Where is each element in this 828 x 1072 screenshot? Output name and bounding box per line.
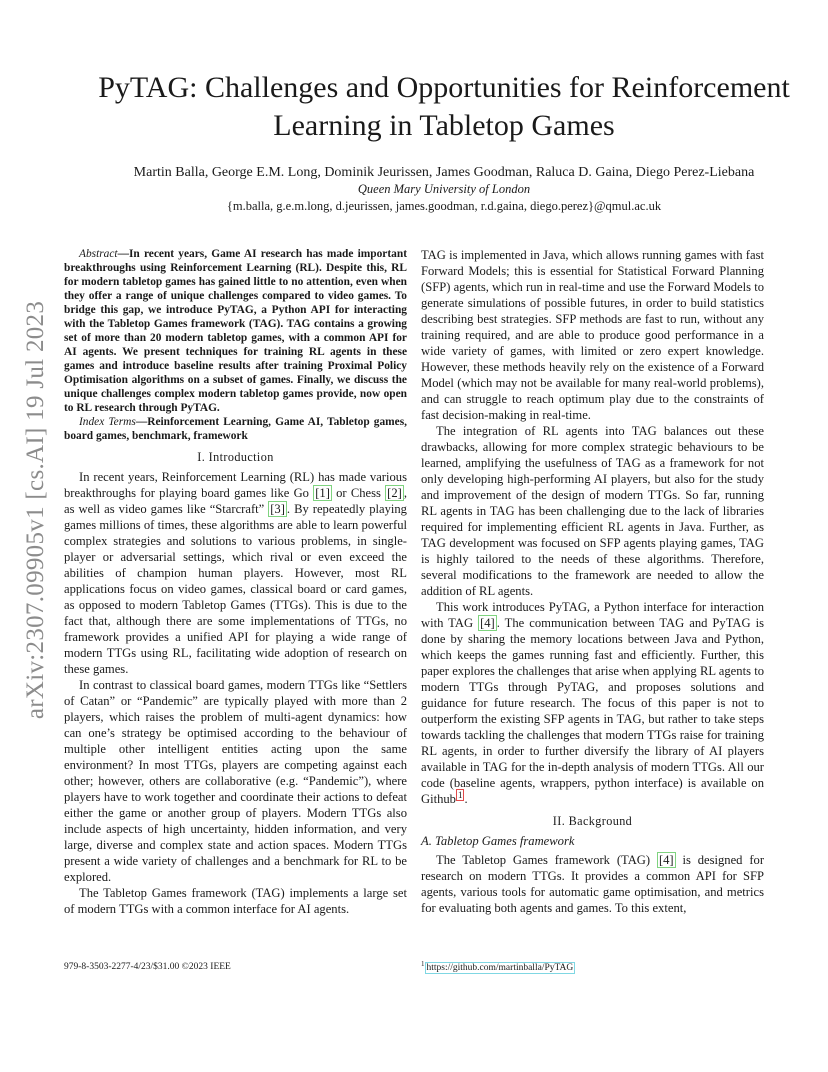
index-terms-label: Index Terms bbox=[79, 416, 136, 428]
intro-paragraph-3: The Tabletop Games framework (TAG) implements a large set of modern TTGs with a common interface for AI agents. bbox=[64, 886, 407, 916]
text-run: , as well as video games like “Starcraft” bbox=[64, 486, 407, 516]
background-paragraph-1 bbox=[421, 852, 764, 916]
author-list: Martin Balla, George E.M. Long, Dominik Jeurissen, James Goodman, Raluca D. Gaina, Diego Perez-Liebana bbox=[133, 165, 755, 180]
text-run: is designed for research on modern TTGs. It provides a common API for SFP agents, various tools for automatic game optimisation, and metrics for evaluating both agents and games. To this extent, bbox=[421, 853, 765, 915]
paper-title: PyTAG: Challenges and Opportunities for Reinforcement Learning in Tabletop Games bbox=[98, 71, 790, 142]
text-run: The Tabletop Games framework (TAG) bbox=[436, 853, 657, 867]
citation-link[interactable]: [3] bbox=[270, 502, 285, 516]
text-run: . The communication between TAG and PyTAG is done by sharing the memory locations between Java and Python, which keeps the games running fast and efficiently. Further, this paper explores the challenges that arise when applying RL agents to modern TTGs through PyTAG, and proposes solutions and guidance for future research. The focus of this paper is not to outperform the existing SFP agents in TAG, but rather to take steps towards tackling the challenges that modern TTGs raise for training RL agents, in order to further diversify the library of AI players available in TAG for the in-depth analysis of modern TTGs. All our code (baseline agents, wrappers, python interface) is available on Github bbox=[421, 616, 764, 806]
footnote bbox=[421, 960, 575, 973]
footnote-number: 1 bbox=[421, 960, 425, 968]
text-run: or Chess bbox=[331, 486, 386, 500]
subsection-heading: A. Tabletop Games framework bbox=[421, 834, 575, 848]
citation-link[interactable]: [1] bbox=[315, 486, 330, 500]
intro-paragraph-1 bbox=[64, 469, 407, 677]
affiliation: Queen Mary University of London bbox=[357, 182, 531, 196]
intro-paragraph-2: In contrast to classical board games, modern TTGs like “Settlers of Catan” or “Pandemic” are typically played with more than 2 players, which raises the problem of multi-agent dynamics: how can one’s strategy be optimised according to the behaviour of multiple other intelligent entities acting upon the same environment? In most TTGs, players are competing against each other; however, others are collaborative (e.g. “Pandemic”), where players have to work together and coordinate their actions to defeat either the game or another group of players. Modern TTGs also include aspects of high uncertainty, hidden information, and very large, diverse and complex state and action spaces. Modern TTGs present a wide variety of challenges and a benchmark for RL to be explored. bbox=[64, 678, 407, 884]
right-paragraph-2: The integration of RL agents into TAG balances out these drawbacks, allowing for more complex strategic behaviours to be learned, amplifying the usefulness of TAG as a framework for not only developing high-performing AI players, but also for the study and improvement of the design of modern TTGs. So far, running RL agents in TAG has been challenging due to the lack of libraries required for implementing efficient RL agents in Java. Further, as TAG development was focused on SFP agents playing games, TAG is highly tailored to the needs of these algorithms. Therefore, several modifications to the framework are needed to allow the addition of RL agents. bbox=[421, 424, 764, 598]
author-emails: {m.balla, g.e.m.long, d.jeurissen, james.goodman, r.d.gaina, diego.perez}@qmul.ac.uk bbox=[226, 199, 662, 213]
section-heading-background: II. Background bbox=[552, 814, 633, 828]
right-paragraph-1: TAG is implemented in Java, which allows running games with fast Forward Models; this is essential for Statistical Forward Planning (SFP) agents, which run in real-time and use the Forward Models to generate simulations of possible futures, in order to build statistics describing best strategies. SFP methods are fast to run, without any training required, and are able to produce good performance in a wide variety of games, with limited or zero expert knowledge. However, these methods heavily rely on the existence of a Forward Model (which may not be available for many real-world problems), and can struggle to reach optimum play due to the constraints of fast decision-making in real-time. bbox=[421, 248, 764, 422]
abstract bbox=[64, 247, 407, 415]
left-column bbox=[64, 247, 407, 917]
citation-link[interactable]: [2] bbox=[387, 486, 402, 500]
copyright-footer: 979-8-3503-2277-4/23/$31.00 ©2023 IEEE bbox=[64, 962, 231, 972]
footnote-marker[interactable]: 1 bbox=[457, 789, 463, 800]
text-run: In recent years, Reinforcement Learning (RL) has made various breakthroughs for playing board games like Go bbox=[64, 470, 407, 500]
abstract-label: Abstract bbox=[79, 248, 118, 260]
text-run: . By repeatedly playing games millions of times, these algorithms are able to learn powerful complex strategies and solutions to various problems, in single-player or adversarial settings, which rival or even exceed the abilities of champion human players. However, most RL applications focus on video games, classical board or card games, as opposed to modern Tabletop Games (TTGs). This is due to the fact that, although there are some implementations of TTGs, no framework provides a unified API for playing a wide range of modern TTGs using RL, facilitating wide adoption of research on these games. bbox=[64, 502, 407, 676]
index-terms bbox=[64, 415, 407, 443]
index-terms-text: —Reinforcement Learning, Game AI, Tabletop games, board games, benchmark, framework bbox=[64, 416, 407, 442]
section-heading-introduction: I. Introduction bbox=[197, 450, 274, 464]
abstract-text: —In recent years, Game AI research has made important breakthroughs using Reinforcement Learning (RL). Despite this, RL for modern tabletop games has gained little to no attention, even when they offer a range of unique challenges compared to video games. To bridge this gap, we introduce PyTAG, a Python API for interacting with the Tabletop Games framework (TAG). TAG contains a growing set of more than 20 modern tabletop games, with a common API for AI agents. We present techniques for training RL agents in these games and introduce baseline results after training Proximal Policy Optimisation algorithms on a subset of games. Finally, we discuss the unique challenges complex modern tabletop games provide, now open to RL research through PyTAG. bbox=[64, 248, 407, 414]
arxiv-id-text: arXiv:2307.09905v1 [cs.AI] 19 Jul 2023 bbox=[22, 300, 49, 720]
text-run: . bbox=[464, 792, 468, 806]
text-run: This work introduces PyTAG, a Python interface for interaction with TAG bbox=[421, 600, 764, 630]
arxiv-side-identifier bbox=[14, 250, 58, 770]
right-paragraph-3 bbox=[421, 599, 764, 807]
github-link[interactable]: https://github.com/martinballa/PyTAG bbox=[426, 963, 574, 974]
citation-link[interactable]: [4] bbox=[658, 853, 674, 867]
right-column bbox=[421, 247, 764, 916]
citation-link[interactable]: [4] bbox=[480, 616, 495, 630]
